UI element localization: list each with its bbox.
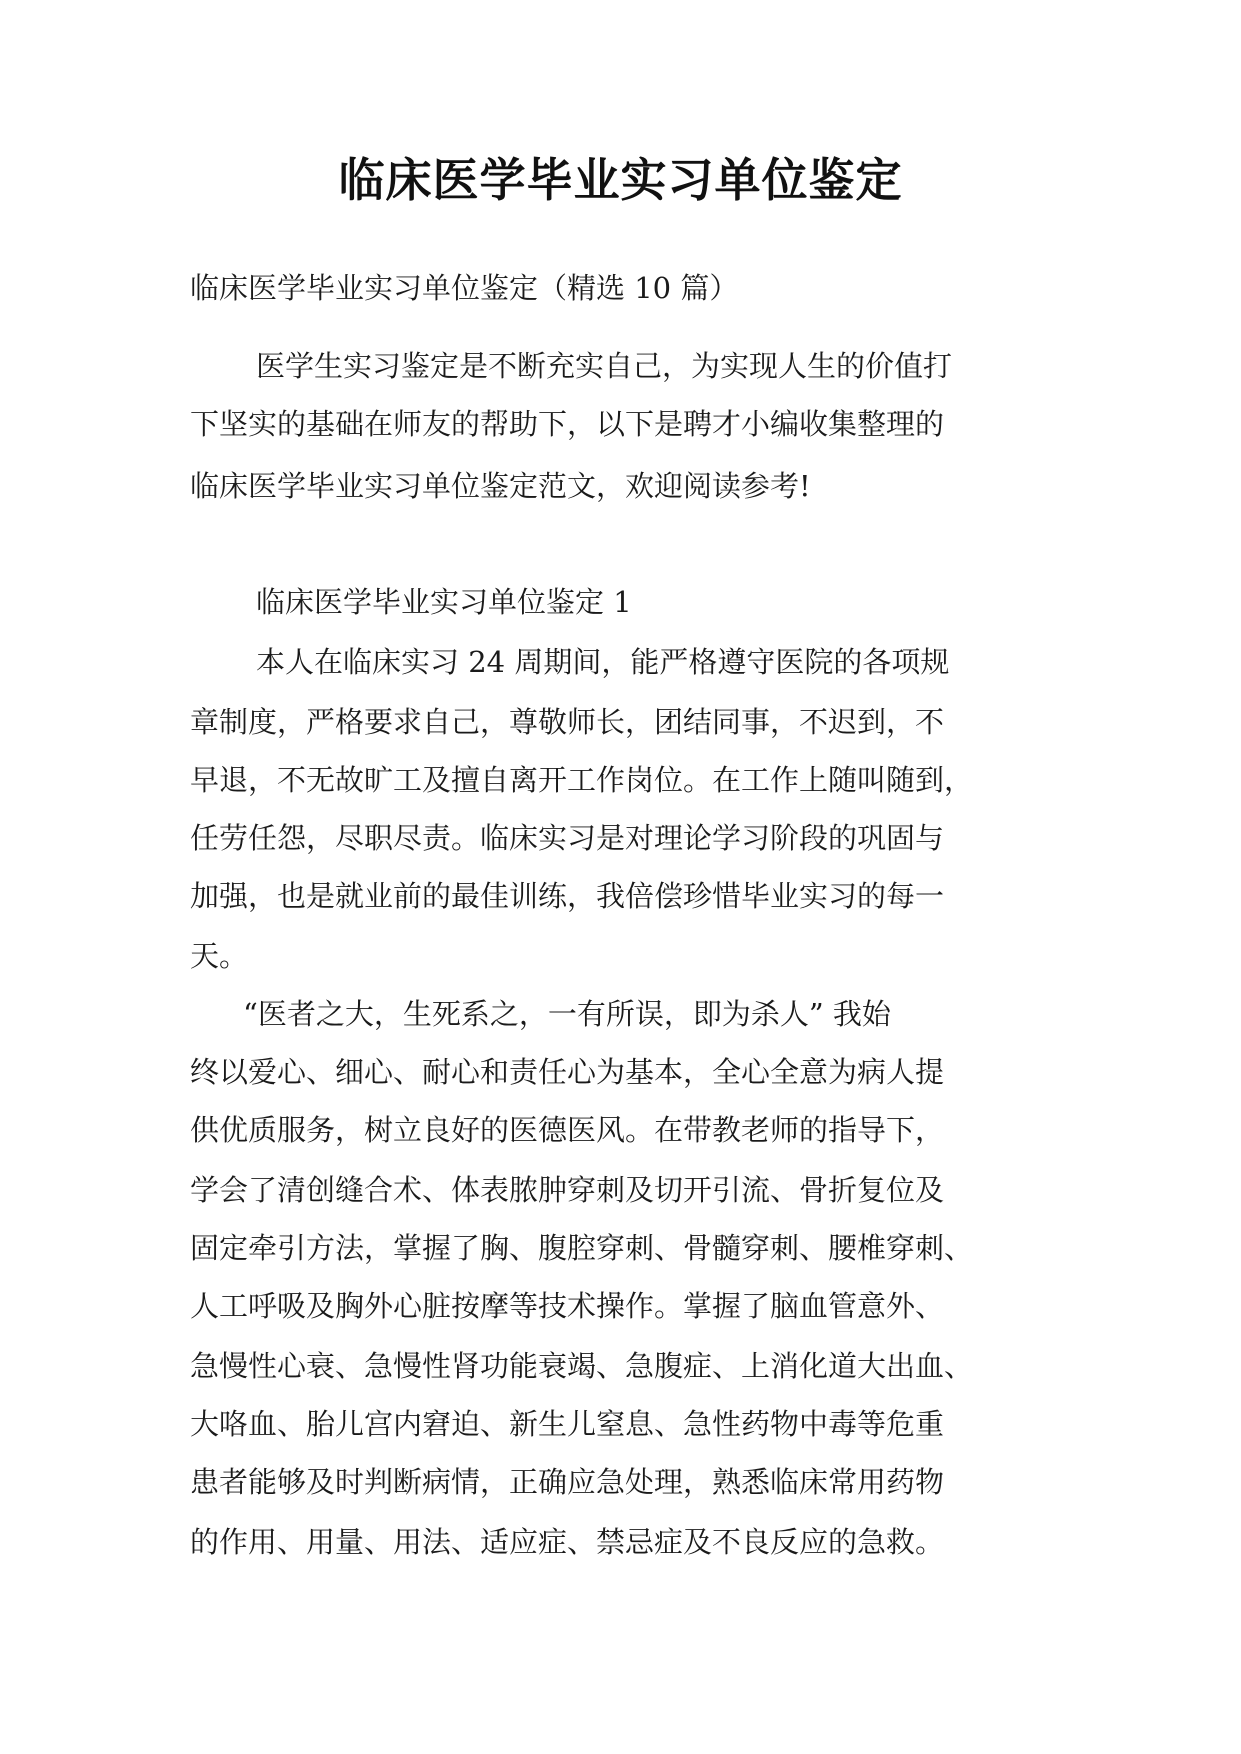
paragraph-line: 供优质服务，树立良好的医德医风。在带教老师的指导下，	[190, 1113, 945, 1147]
paragraph-line: 终以爱心、细心、耐心和责任心为基本，全心全意为病人提	[190, 1055, 945, 1089]
paragraph-line: 本人在临床实习 24 周期间，能严格遵守医院的各项规	[256, 645, 950, 679]
paragraph-line: 早退，不无故旷工及擅自离开工作岗位。在工作上随叫随到，	[190, 763, 974, 797]
section-heading: 临床医学毕业实习单位鉴定 1	[256, 585, 632, 619]
paragraph-line: 的作用、用量、用法、适应症、禁忌症及不良反应的急救。	[190, 1525, 945, 1559]
paragraph-line: 加强，也是就业前的最佳训练，我倍偿珍惜毕业实习的每一	[190, 879, 945, 913]
document-subtitle: 临床医学毕业实习单位鉴定（精选 10 篇）	[190, 271, 739, 305]
paragraph-line: 天。	[190, 939, 249, 973]
paragraph-line: 固定牵引方法，掌握了胸、腹腔穿刺、骨髓穿刺、腰椎穿刺、	[190, 1231, 974, 1265]
paragraph-line: 学会了清创缝合术、体表脓肿穿刺及切开引流、骨折复位及	[190, 1173, 945, 1207]
intro-line: 下坚实的基础在师友的帮助下，以下是聘才小编收集整理的	[190, 407, 945, 441]
intro-line: 医学生实习鉴定是不断充实自己，为实现人生的价值打	[256, 349, 953, 383]
paragraph-line: 大咯血、胎儿宫内窘迫、新生儿窒息、急性药物中毒等危重	[190, 1407, 945, 1441]
paragraph-line: 章制度，严格要求自己，尊敬师长，团结同事，不迟到，不	[190, 705, 945, 739]
intro-line: 临床医学毕业实习单位鉴定范文，欢迎阅读参考!	[190, 469, 811, 503]
paragraph-line: 患者能够及时判断病情，正确应急处理，熟悉临床常用药物	[190, 1465, 945, 1499]
document-title: 临床医学毕业实习单位鉴定	[338, 153, 903, 207]
paragraph-line: 任劳任怨，尽职尽责。临床实习是对理论学习阶段的巩固与	[190, 821, 945, 855]
paragraph-line: “医者之大，生死系之，一有所误，即为杀人” 我始	[243, 997, 891, 1031]
paragraph-line: 急慢性心衰、急慢性肾功能衰竭、急腹症、上消化道大出血、	[190, 1349, 974, 1383]
paragraph-line: 人工呼吸及胸外心脏按摩等技术操作。掌握了脑血管意外、	[190, 1289, 945, 1323]
